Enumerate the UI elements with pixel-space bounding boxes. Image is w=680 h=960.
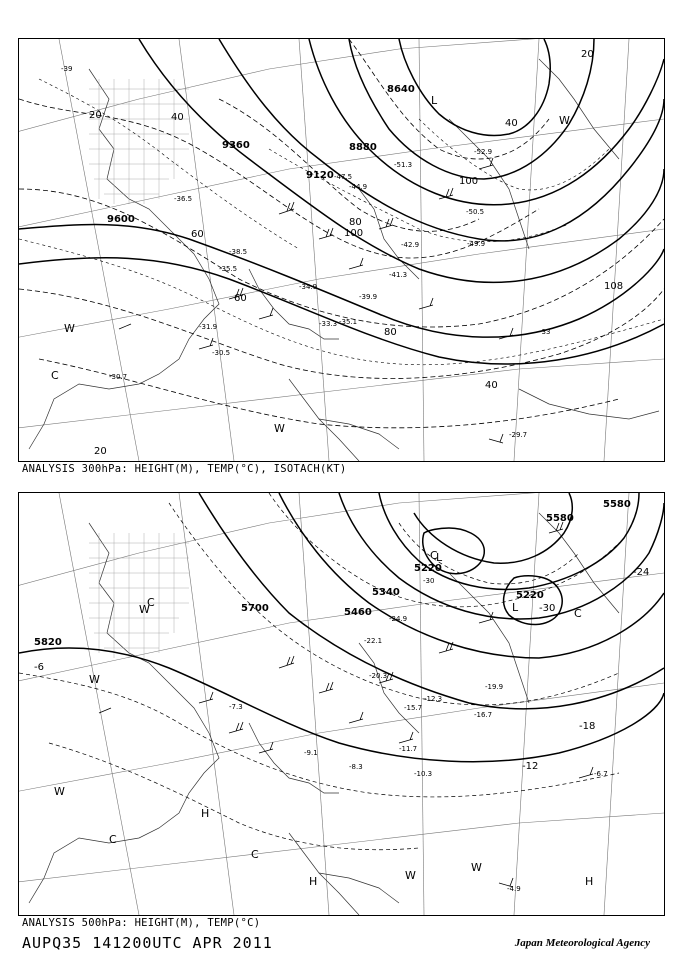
analysis-300hpa-map xyxy=(18,38,665,462)
map-500hpa-canvas xyxy=(19,493,664,915)
temp-label: -22.1 xyxy=(364,637,383,645)
wind-max-marker: W xyxy=(559,114,570,127)
temp-label: -33 xyxy=(539,328,551,336)
temp-label: -20.3 xyxy=(369,672,388,680)
temp-label: -30.5 xyxy=(212,349,231,357)
height-label: 5700 xyxy=(241,603,269,614)
temp-label: -8.3 xyxy=(349,763,363,771)
height-contours xyxy=(19,39,664,364)
high-center-marker: H xyxy=(309,875,318,888)
temp-label: -41.3 xyxy=(389,271,408,279)
low-center-marker: L xyxy=(431,94,438,107)
height-label: 5340 xyxy=(372,587,400,598)
temp-label: -10.3 xyxy=(414,770,433,778)
isotherm-lines xyxy=(19,493,619,850)
temp-label: -31.9 xyxy=(199,323,218,331)
isotach-label: 40 xyxy=(505,118,518,129)
isotach-label: 80 xyxy=(384,327,397,338)
cold-center-marker: C xyxy=(147,596,155,609)
height-label: 5580 xyxy=(546,513,574,524)
isotach-label: 40 xyxy=(171,112,184,123)
temp-label: -12.3 xyxy=(424,695,443,703)
temp-label: -39.9 xyxy=(359,293,378,301)
height-label: 5580 xyxy=(603,499,631,510)
warm-center-marker: W xyxy=(54,785,65,798)
temp-label: -44.9 xyxy=(349,183,368,191)
low-center-marker: L xyxy=(512,601,519,614)
agency-name: Japan Meteorological Agency xyxy=(514,937,650,949)
height-label: 5220 xyxy=(414,563,442,574)
isotach-label-group xyxy=(89,49,623,457)
warm-center-marker: W xyxy=(89,673,100,686)
analysis-500hpa-map xyxy=(18,492,665,916)
temp-label: -39 xyxy=(61,65,73,73)
temp-label: -19.9 xyxy=(485,683,504,691)
height-label: 8640 xyxy=(387,84,415,95)
height-label: 8880 xyxy=(349,142,377,153)
isotach-label: 20 xyxy=(94,446,107,457)
temp-label: -29.7 xyxy=(509,431,528,439)
cold-center-marker: C xyxy=(574,607,582,620)
graticule xyxy=(19,493,664,915)
bulletin-code: AUPQ35 141200UTC APR 2011 xyxy=(22,934,273,952)
temp-label: -9.1 xyxy=(304,749,318,757)
temp-label: -16.7 xyxy=(474,711,493,719)
temp-label: -52.9 xyxy=(474,148,493,156)
graticule xyxy=(19,39,664,461)
height-label-group xyxy=(34,499,631,648)
warm-center-marker: W xyxy=(405,869,416,882)
temp-label: -47.5 xyxy=(334,173,353,181)
terrain-hatch xyxy=(89,79,189,204)
height-label: 5460 xyxy=(344,607,372,618)
temp-label: -15.7 xyxy=(404,704,423,712)
isotherm-label-group xyxy=(34,567,649,772)
temp-label: -33.3 xyxy=(319,320,338,328)
isotach-label: 108 xyxy=(604,281,624,292)
height-contours xyxy=(19,493,664,762)
cold-center-marker: C xyxy=(430,549,438,562)
isotach-lines xyxy=(19,39,664,428)
wind-max-marker: W xyxy=(64,322,75,335)
temp-label: -11.7 xyxy=(399,745,418,753)
temp-label: -38.5 xyxy=(229,248,248,256)
temp-label: -7.3 xyxy=(229,703,243,711)
temp-label-group xyxy=(229,577,608,893)
isotherm-label: -12 xyxy=(522,761,539,772)
cold-center-marker: C xyxy=(251,848,259,861)
height-label: 9120 xyxy=(306,170,334,181)
temp-label: -6.7 xyxy=(594,770,608,778)
temp-label: -24.9 xyxy=(389,615,408,623)
warm-center-marker: W xyxy=(471,861,482,874)
caption-300hpa: ANALYSIS 300hPa: HEIGHT(M), TEMP(°C), ISOTACH(KT) xyxy=(22,463,347,475)
temp-label-group xyxy=(61,65,550,439)
isotherm-label: -18 xyxy=(579,721,596,732)
isotach-label: 60 xyxy=(191,229,204,240)
temp-label: -30.7 xyxy=(109,373,128,381)
height-label: 9360 xyxy=(222,140,250,151)
temp-label: -49.9 xyxy=(467,240,486,248)
height-label: 5220 xyxy=(516,590,544,601)
high-center-marker: H xyxy=(201,807,210,820)
height-label-group xyxy=(107,84,415,225)
cold-center-marker: C xyxy=(109,833,117,846)
height-label: 5820 xyxy=(34,637,62,648)
temp-label: -35.1 xyxy=(339,318,358,326)
wind-max-marker: W xyxy=(274,422,285,435)
map-300hpa-canvas xyxy=(19,39,664,461)
isotach-label: 100 xyxy=(459,176,479,187)
warm-center-marker: W xyxy=(139,603,150,616)
isotach-label: 100 xyxy=(344,228,364,239)
high-center-marker: H xyxy=(585,875,594,888)
temp-label: -34.9 xyxy=(299,283,318,291)
isotach-label: 20 xyxy=(89,110,102,121)
temp-label: -30 xyxy=(423,577,435,585)
terrain-hatch xyxy=(89,533,189,658)
coastline xyxy=(29,513,619,915)
isotach-label: 60 xyxy=(234,293,247,304)
temp-label: -51.3 xyxy=(394,161,413,169)
caption-500hpa: ANALYSIS 500hPa: HEIGHT(M), TEMP(°C) xyxy=(22,917,261,929)
temp-label: -35.5 xyxy=(219,265,238,273)
low-center-marker: L xyxy=(436,551,443,564)
isotherm-label: -30 xyxy=(539,603,556,614)
temp-label: -36.5 xyxy=(174,195,193,203)
temp-label: -42.9 xyxy=(401,241,420,249)
cold-center-marker: C xyxy=(51,369,59,382)
temp-label: -4.9 xyxy=(507,885,521,893)
height-label: 9600 xyxy=(107,214,135,225)
isotach-label: 20 xyxy=(581,49,594,60)
isotherm-label: -24 xyxy=(633,567,650,578)
temp-label: -50.5 xyxy=(466,208,485,216)
isotach-label: 40 xyxy=(485,380,498,391)
isotherm-label: -6 xyxy=(34,662,44,673)
isotach-label: 80 xyxy=(349,217,362,228)
